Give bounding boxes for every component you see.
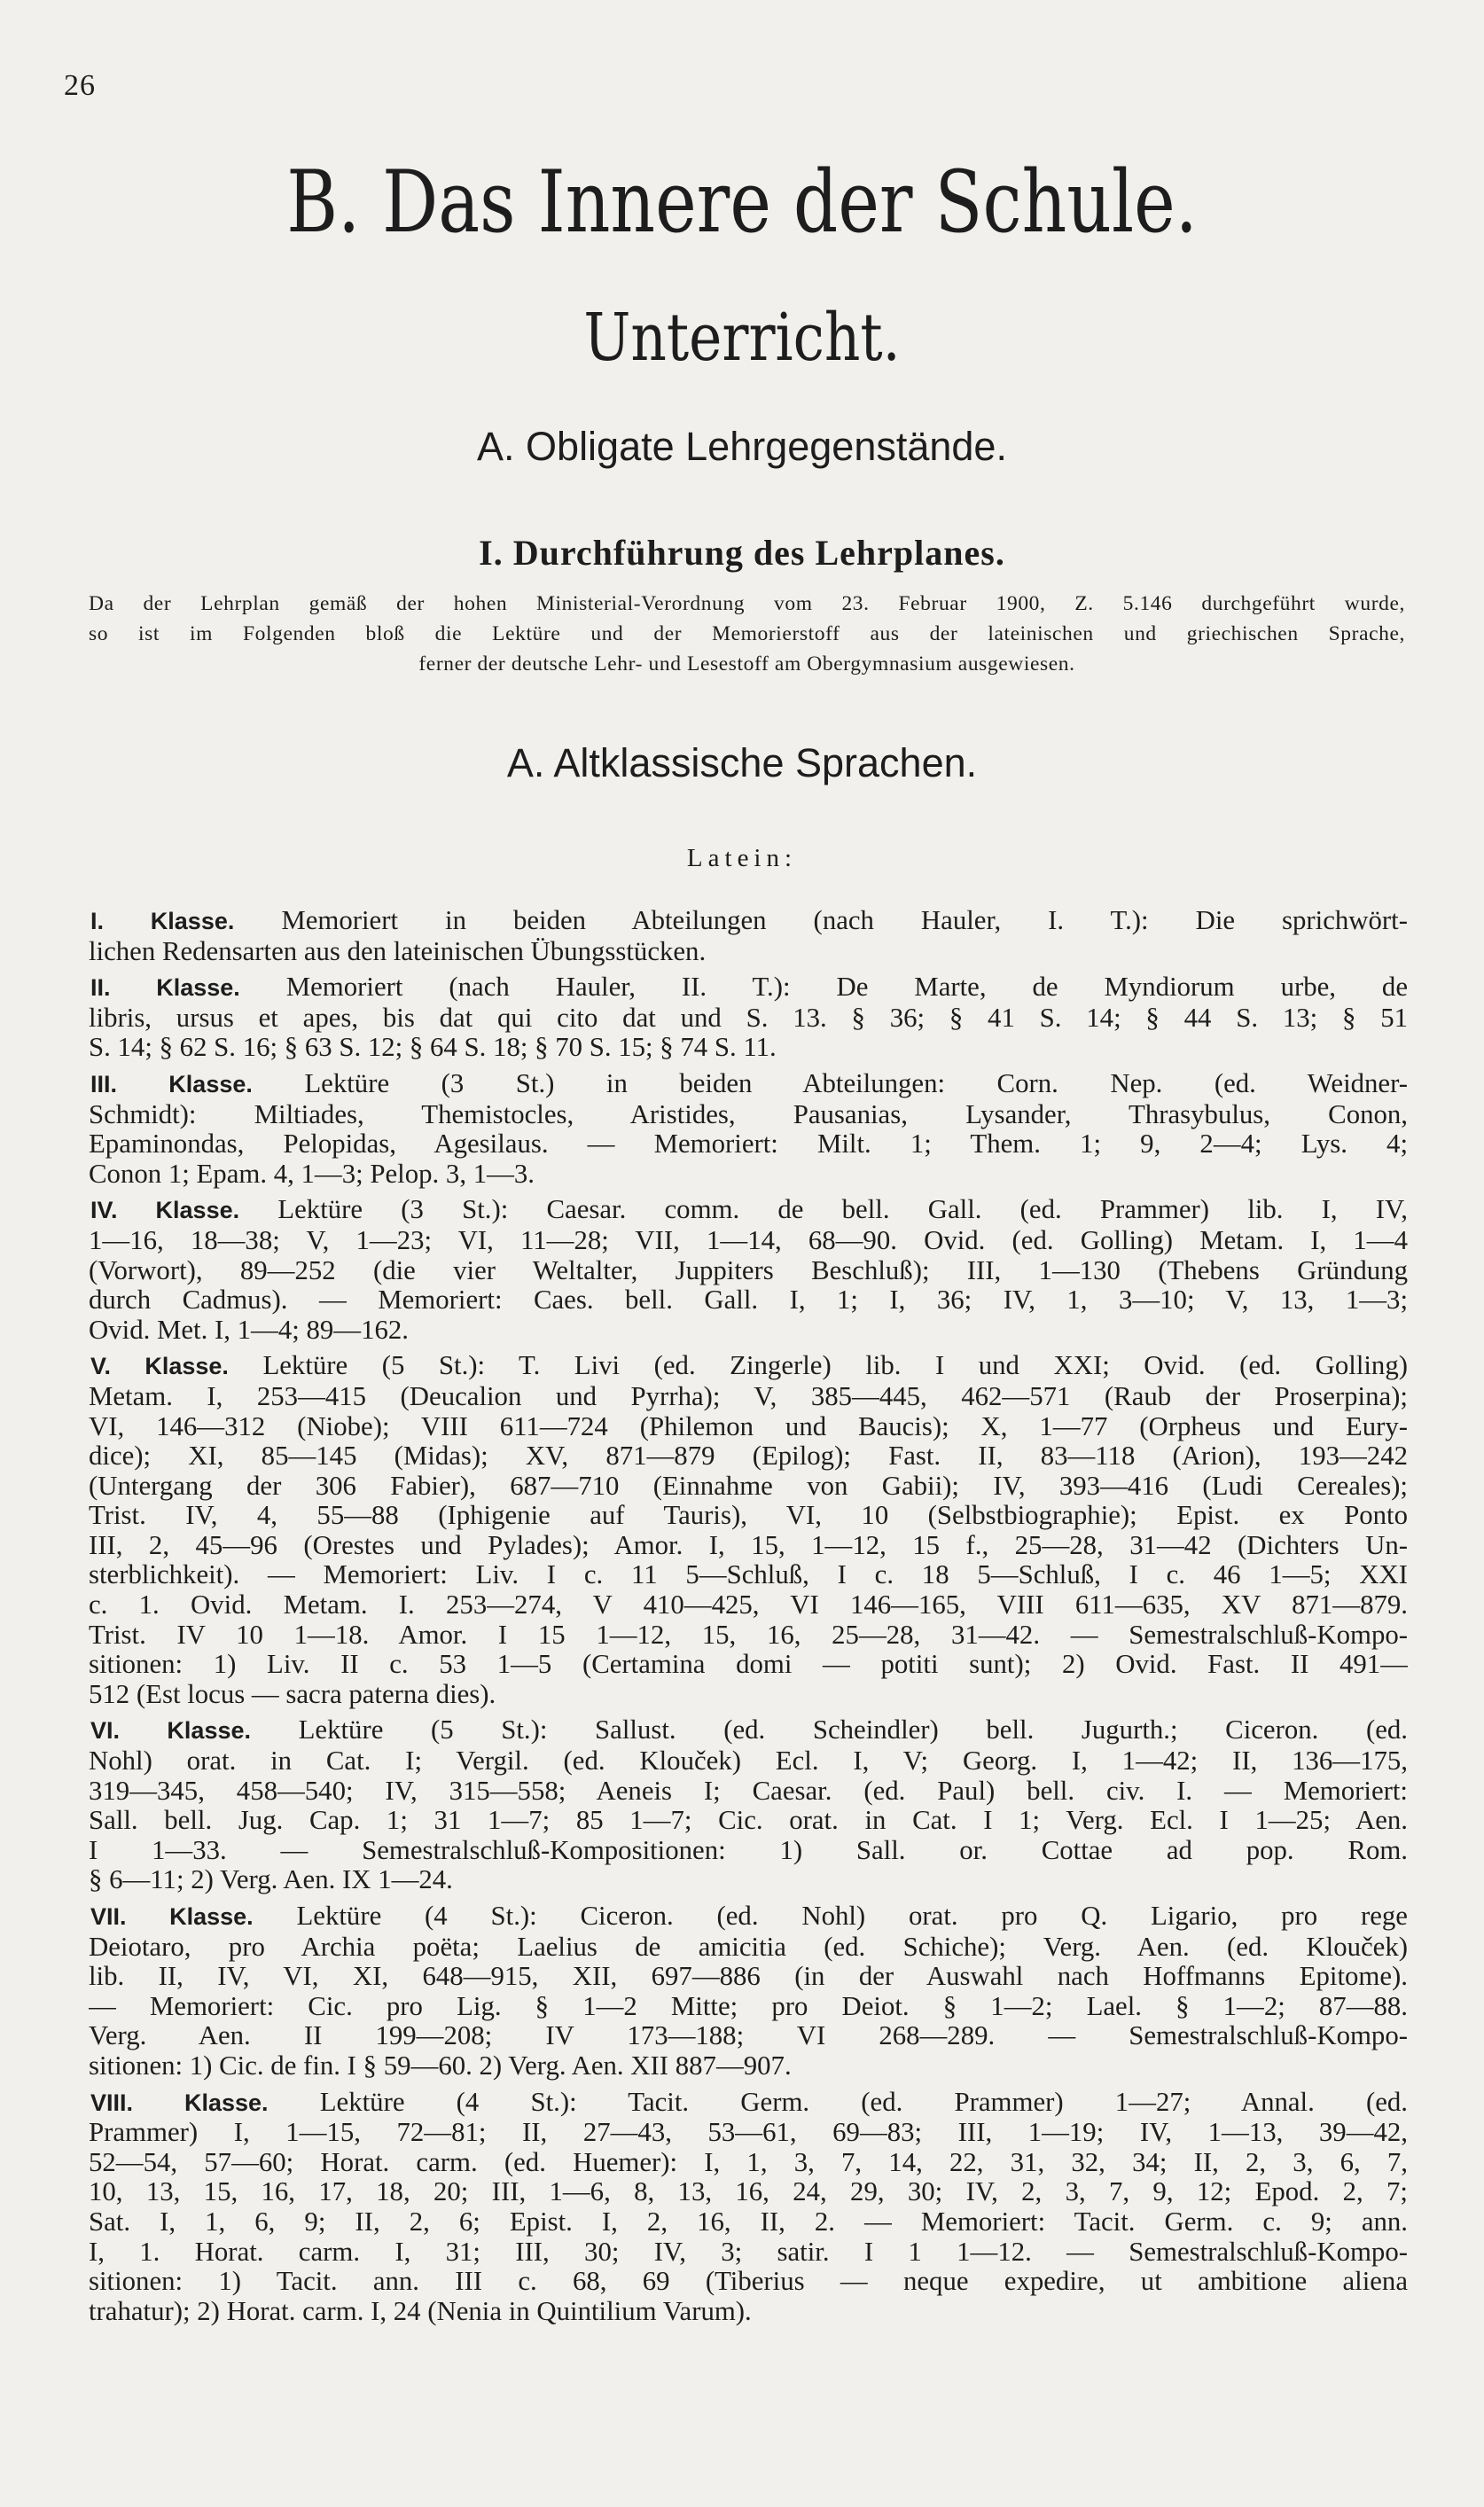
klasse-text: Ovid. Met. I, 1—4; 89—162. xyxy=(89,1315,409,1345)
heading-obligate: A. Obligate Lehrgegenstände. xyxy=(477,424,1007,469)
klasse-line xyxy=(89,1865,1408,1895)
klasse-line xyxy=(89,1285,1408,1316)
klasse-text: sitionen: 1) Liv. II c. 53 1—5 (Certamina domi — potiti sunt); 2) Ovid. Fast. II 491— xyxy=(89,1650,1408,1680)
intro-paragraph xyxy=(89,589,1405,679)
klasse-label: II. Klasse. xyxy=(90,974,240,1002)
klasse-label: VII. Klasse. xyxy=(90,1903,254,1930)
klasse-label: III. Klasse. xyxy=(90,1070,253,1097)
klasse-line xyxy=(89,937,1408,967)
klasse-line xyxy=(89,1316,1408,1346)
klasse-text: Lektüre (3 St.): Caesar. comm. de bell. Gall. (ed. Prammer) lib. I, IV, xyxy=(239,1195,1408,1225)
klasse-line xyxy=(89,1715,1408,1746)
klasse-line xyxy=(89,1129,1408,1160)
klasse-text: Prammer) I, 1—15, 72—81; II, 27—43, 53—61, 69—83; III, 1—19; IV, 1—13, 39—42, xyxy=(89,2118,1408,2148)
klasse-paragraph xyxy=(89,1195,1408,1345)
heading-latein: Latein: xyxy=(686,844,798,872)
klasse-text: — Memoriert: Cic. pro Lig. § 1—2 Mitte; pro Deiot. § 1—2; Lael. § 1—2; 87—88. xyxy=(89,1991,1408,2021)
klasse-paragraph xyxy=(89,906,1408,966)
klasse-text: Deiotaro, pro Archia poëta; Laelius de amicitia (ed. Schiche); Verg. Aen. (ed. Klouček) xyxy=(89,1932,1408,1962)
klasse-paragraph xyxy=(89,2088,1408,2327)
klasse-text: Lektüre (5 St.): Sallust. (ed. Scheindler) bell. Jugurth.; Ciceron. (ed. xyxy=(251,1715,1408,1746)
klasse-paragraph xyxy=(89,1351,1408,1709)
klasse-text: Conon 1; Epam. 4, 1—3; Pelop. 3, 1—3. xyxy=(89,1159,535,1189)
klasse-line xyxy=(89,1777,1408,1807)
klasse-text: lichen Redensarten aus den lateinischen Übungsstücken. xyxy=(89,936,707,966)
klasse-line xyxy=(89,1962,1408,1992)
klasse-text: Sall. bell. Jug. Cap. 1; 31 1—7; 85 1—7; Cic. orat. in Cat. I 1; Verg. Ecl. I 1—25; Aen. xyxy=(89,1806,1408,1836)
klasse-line xyxy=(89,2177,1408,2207)
klasse-line xyxy=(89,1441,1408,1472)
klasse-line xyxy=(89,1933,1408,1963)
klasse-text: Trist. IV 10 1—18. Amor. I 15 1—12, 15, 16, 25—28, 31—42. — Semestralschluß-Kompo- xyxy=(89,1620,1408,1650)
klasse-line xyxy=(89,2118,1408,2148)
klasse-text: Memoriert (nach Hauler, II. T.): De Marte, de Myndiorum urbe, de xyxy=(239,972,1408,1003)
klasse-line xyxy=(89,1472,1408,1502)
klasse-line xyxy=(89,2088,1408,2119)
klasse-text: § 6—11; 2) Verg. Aen. IX 1—24. xyxy=(89,1865,453,1895)
klasse-text: libris, ursus et apes, bis dat qui cito dat und S. 13. § 36; § 41 S. 14; § 44 S. 13; § 51 xyxy=(89,1003,1408,1033)
klasse-line xyxy=(89,2238,1408,2268)
chapter-subtitle: Unterricht. xyxy=(583,300,901,376)
klasse-text: 1—16, 18—38; V, 1—23; VI, 11—28; VII, 1—14, 68—90. Ovid. (ed. Golling) Metam. I, 1—4 xyxy=(89,1225,1408,1255)
section-heading: I. Durchführung des Lehrplanes. xyxy=(479,533,1005,573)
page-number: 26 xyxy=(64,69,96,102)
klassen-list xyxy=(89,906,1408,2332)
klasse-text: trahatur); 2) Horat. carm. I, 24 (Nenia in Quintilium Varum). xyxy=(89,2296,752,2326)
intro-line: so ist im Folgenden bloß die Lektüre und der Memorierstoff aus der lateinischen und griechischen Sprache, xyxy=(89,622,1405,645)
klasse-line xyxy=(89,1382,1408,1412)
klasse-label: I. Klasse. xyxy=(90,908,235,934)
klasse-text: Verg. Aen. II 199—208; IV 173—188; VI 268—289. — Semestralschluß-Kompo- xyxy=(89,2021,1408,2051)
klasse-line xyxy=(89,2021,1408,2051)
klasse-text: 319—345, 458—540; IV, 315—558; Aeneis I; Caesar. (ed. Paul) bell. civ. I. — Memoriert: xyxy=(89,1776,1408,1806)
klasse-text: Metam. I, 253—415 (Deucalion und Pyrrha); V, 385—445, 462—571 (Raub der Proserpina); xyxy=(89,1381,1408,1411)
klasse-line xyxy=(89,2267,1408,2297)
klasse-label: IV. Klasse. xyxy=(90,1197,240,1224)
klasse-line xyxy=(89,1069,1408,1100)
klasse-line xyxy=(89,1836,1408,1866)
klasse-line xyxy=(89,1560,1408,1590)
klasse-line xyxy=(89,1902,1408,1933)
klasse-line xyxy=(89,1746,1408,1777)
klasse-line xyxy=(89,1412,1408,1442)
klasse-paragraph xyxy=(89,1069,1408,1189)
klasse-text: Epaminondas, Pelopidas, Agesilaus. — Memoriert: Milt. 1; Them. 1; 9, 2—4; Lys. 4; xyxy=(89,1129,1408,1160)
klasse-text: 10, 13, 15, 16, 17, 18, 20; III, 1—6, 8, 13, 16, 24, 29, 30; IV, 2, 3, 7, 9, 12; Epod. 2, 7; xyxy=(89,2177,1408,2207)
klasse-line xyxy=(89,1501,1408,1531)
klasse-text: Schmidt): Miltiades, Themistocles, Aristides, Pausanias, Lysander, Thrasybulus, Conon, xyxy=(89,1099,1408,1129)
klasse-text: I, 1. Horat. carm. I, 31; III, 30; IV, 3; satir. I 1 1—12. — Semestralschluß-Kompo- xyxy=(89,2237,1408,2267)
klasse-text: Trist. IV, 4, 55—88 (Iphigenie auf Tauris), VI, 10 (Selbstbiographie); Epist. ex Ponto xyxy=(89,1501,1408,1531)
klasse-text: (Vorwort), 89—252 (die vier Weltalter, Juppiters Beschluß); III, 1—130 (Thebens Gründung xyxy=(89,1255,1408,1285)
klasse-line xyxy=(89,2207,1408,2238)
klasse-line xyxy=(89,2297,1408,2327)
klasse-label: VI. Klasse. xyxy=(90,1717,251,1745)
klasse-line xyxy=(89,1680,1408,1710)
klasse-paragraph xyxy=(89,1715,1408,1895)
intro-line: ferner der deutsche Lehr- und Lesestoff am Obergymnasium ausgewiesen. xyxy=(418,652,1075,676)
klasse-paragraph xyxy=(89,1902,1408,2081)
intro-line: Da der Lehrplan gemäß der hohen Ministerial-Verordnung vom 23. Februar 1900, Z. 5.146 durchgeführt wurde, xyxy=(89,592,1405,615)
klasse-paragraph xyxy=(89,972,1408,1063)
klasse-line xyxy=(89,1650,1408,1680)
klasse-text: lib. II, IV, VI, XI, 648—915, XII, 697—886 (in der Auswahl nach Hoffmanns Epitome). xyxy=(89,1962,1408,1992)
klasse-line xyxy=(89,1004,1408,1034)
klasse-line xyxy=(89,2148,1408,2178)
klasse-text: dice); XI, 85—145 (Midas); XV, 871—879 (Epilog); Fast. II, 83—118 (Arion), 193—242 xyxy=(89,1441,1408,1472)
klasse-line xyxy=(89,1160,1408,1190)
klasse-line xyxy=(89,906,1408,937)
klasse-label: V. Klasse. xyxy=(90,1353,229,1380)
klasse-line xyxy=(89,1226,1408,1256)
klasse-text: Lektüre (5 St.): T. Livi (ed. Zingerle) lib. I und XXI; Ovid. (ed. Golling) xyxy=(228,1351,1408,1381)
klasse-text: durch Cadmus). — Memoriert: Caes. bell. Gall. I, 1; I, 36; IV, 1, 3—10; V, 13, 1—3; xyxy=(89,1285,1408,1316)
klasse-text: 512 (Est locus — sacra paterna dies). xyxy=(89,1679,496,1709)
klasse-line xyxy=(89,1351,1408,1382)
klasse-text: III, 2, 45—96 (Orestes und Pylades); Amor. I, 15, 1—12, 15 f., 25—28, 31—42 (Dichters Un- xyxy=(89,1530,1408,1560)
chapter-title: B. Das Innere der Schule. xyxy=(286,152,1198,252)
klasse-line xyxy=(89,1806,1408,1836)
klasse-text: sitionen: 1) Cic. de fin. I § 59—60. 2) Verg. Aen. XII 887—907. xyxy=(89,2050,792,2081)
klasse-line xyxy=(89,1256,1408,1286)
klasse-text: 52—54, 57—60; Horat. carm. (ed. Huemer): I, 1, 3, 7, 14, 22, 31, 32, 34; II, 2, 3, 6, 7, xyxy=(89,2147,1408,2177)
klasse-text: Lektüre (3 St.) in beiden Abteilungen: Corn. Nep. (ed. Weidner- xyxy=(252,1068,1408,1098)
klasse-text: sterblichkeit). — Memoriert: Liv. I c. 11 5—Schluß, I c. 18 5—Schluß, I c. 46 1—5; XXI xyxy=(89,1560,1408,1590)
klasse-line xyxy=(89,1531,1408,1561)
klasse-text: S. 14; § 62 S. 16; § 63 S. 12; § 64 S. 18; § 70 S. 15; § 74 S. 11. xyxy=(89,1033,777,1063)
klasse-text: Memoriert in beiden Abteilungen (nach Hauler, I. T.): Die sprichwört- xyxy=(234,906,1408,935)
klasse-line xyxy=(89,972,1408,1004)
klasse-text: c. 1. Ovid. Metam. I. 253—274, V 410—425, VI 146—165, VIII 611—635, XV 871—879. xyxy=(89,1590,1408,1621)
klasse-text: I 1—33. — Semestralschluß-Kompositionen: 1) Sall. or. Cottae ad pop. Rom. xyxy=(89,1835,1408,1865)
klasse-line xyxy=(89,1033,1408,1063)
klasse-line xyxy=(89,1590,1408,1621)
klasse-line xyxy=(89,1621,1408,1651)
klasse-text: (Untergang der 306 Fabier), 687—710 (Einnahme von Gabii); IV, 393—416 (Ludi Cereales); xyxy=(89,1471,1408,1501)
klasse-text: sitionen: 1) Tacit. ann. III c. 68, 69 (Tiberius — neque expedire, ut ambitione aliena xyxy=(89,2267,1408,2297)
klasse-text: Lektüre (4 St.): Ciceron. (ed. Nohl) orat. pro Q. Ligario, pro rege xyxy=(253,1902,1408,1931)
klasse-line xyxy=(89,2051,1408,2081)
klasse-line xyxy=(89,1195,1408,1226)
klasse-text: Nohl) orat. in Cat. I; Vergil. (ed. Klouček) Ecl. I, V; Georg. I, 1—42; II, 136—175, xyxy=(89,1746,1408,1777)
klasse-line xyxy=(89,1992,1408,2022)
klasse-text: Sat. I, 1, 6, 9; II, 2, 6; Epist. I, 2, 16, II, 2. — Memoriert: Tacit. Germ. c. 9; ann. xyxy=(89,2206,1408,2237)
klasse-text: VI, 146—312 (Niobe); VIII 611—724 (Philemon und Baucis); X, 1—77 (Orpheus und Eury- xyxy=(89,1411,1408,1441)
klasse-label: VIII. Klasse. xyxy=(90,2089,269,2116)
heading-altklassische: A. Altklassische Sprachen. xyxy=(506,740,978,785)
klasse-text: Lektüre (4 St.): Tacit. Germ. (ed. Prammer) 1—27; Annal. (ed. xyxy=(268,2087,1408,2117)
klasse-line xyxy=(89,1100,1408,1130)
